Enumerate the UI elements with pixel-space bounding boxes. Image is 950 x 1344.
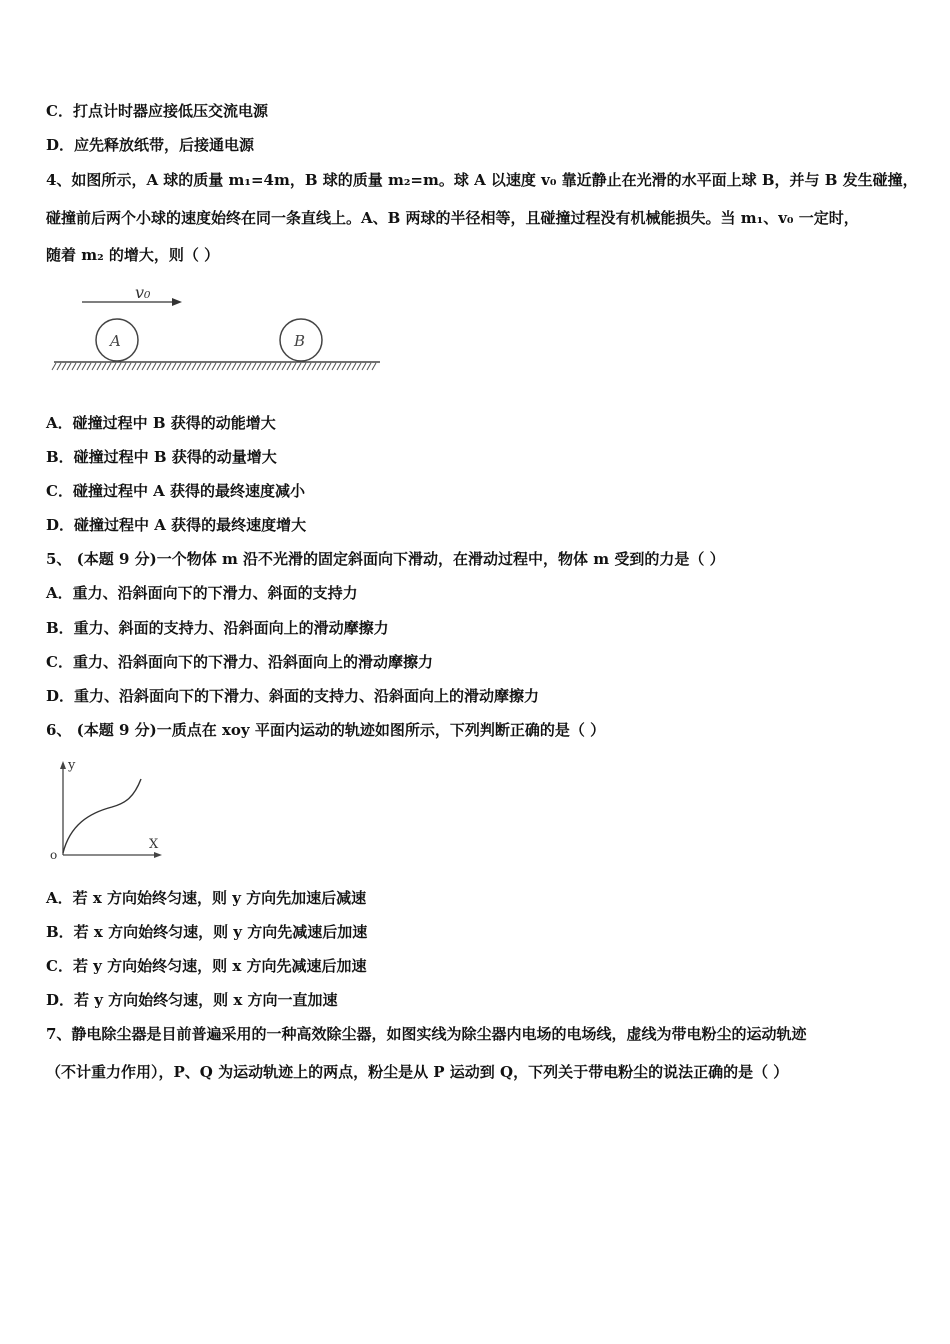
q4-stem-line3: 随着 m₂ 的增大，则（ ）: [46, 246, 220, 264]
q5-option-d: D．重力、沿斜面向下的下滑力、斜面的支持力、沿斜面向上的滑动摩擦力: [46, 687, 540, 705]
q4-stem-line2: 碰撞前后两个小球的速度始终在同一条直线上。A、B 两球的半径相等，且碰撞过程没有机械能损失。当 m₁、v₀ 一定时，: [46, 209, 859, 227]
q3-option-c: C．打点计时器应接低压交流电源: [46, 102, 268, 120]
q6-option-d: D．若 y 方向始终匀速，则 x 方向一直加速: [46, 991, 338, 1009]
x-axis-label: X: [149, 837, 159, 852]
q4-collision-figure: [50, 280, 385, 375]
q7-stem-line1: 7、静电除尘器是目前普遍采用的一种高效除尘器，如图实线为除尘器内电场的电场线，虚线为带电粉尘的运动轨迹: [46, 1025, 807, 1043]
q3-option-d: D．应先释放纸带，后接通电源: [46, 136, 255, 154]
q5-option-a: A．重力、沿斜面向下的下滑力、斜面的支持力: [46, 584, 358, 602]
y-axis-label: y: [68, 758, 76, 773]
q6-trajectory-figure: [44, 755, 174, 865]
q5-stem: 5、 (本题 9 分)一个物体 m 沿不光滑的固定斜面向下滑动，在滑动过程中，物体 m 受到的力是（ ）: [46, 550, 725, 568]
q4-option-c: C．碰撞过程中 A 获得的最终速度减小: [46, 482, 306, 500]
q6-option-a: A．若 x 方向始终匀速，则 y 方向先加速后减速: [46, 889, 367, 907]
ball-b-label: B: [294, 332, 306, 350]
q4-stem-line1: 4、如图所示，A 球的质量 m₁=4m，B 球的质量 m₂=m。球 A 以速度 v₀ 靠近静止在光滑的水平面上球 B，并与 B 发生碰撞，: [46, 171, 918, 189]
q4-option-d: D．碰撞过程中 A 获得的最终速度增大: [46, 516, 307, 534]
origin-label: o: [50, 848, 58, 862]
trajectory-curve: [63, 779, 141, 853]
q4-option-a: A．碰撞过程中 B 获得的动能增大: [46, 414, 276, 432]
q4-option-b: B．碰撞过程中 B 获得的动量增大: [46, 448, 277, 466]
q6-option-b: B．若 x 方向始终匀速，则 y 方向先减速后加速: [46, 923, 368, 941]
q5-option-b: B．重力、斜面的支持力、沿斜面向上的滑动摩擦力: [46, 619, 389, 637]
q7-stem-line2: （不计重力作用），P、Q 为运动轨迹上的两点，粉尘是从 P 运动到 Q，下列关于带电粉尘的说法正确的是（ ）: [46, 1063, 789, 1081]
velocity-label: v₀: [135, 283, 151, 302]
q5-option-c: C．重力、沿斜面向下的下滑力、沿斜面向上的滑动摩擦力: [46, 653, 433, 671]
q6-stem: 6、 (本题 9 分)一质点在 xoy 平面内运动的轨迹如图所示，下列判断正确的是（ ）: [46, 721, 606, 739]
ground-hatching: [52, 363, 376, 370]
ball-a-label: A: [110, 332, 121, 350]
q6-option-c: C．若 y 方向始终匀速，则 x 方向先减速后加速: [46, 957, 367, 975]
